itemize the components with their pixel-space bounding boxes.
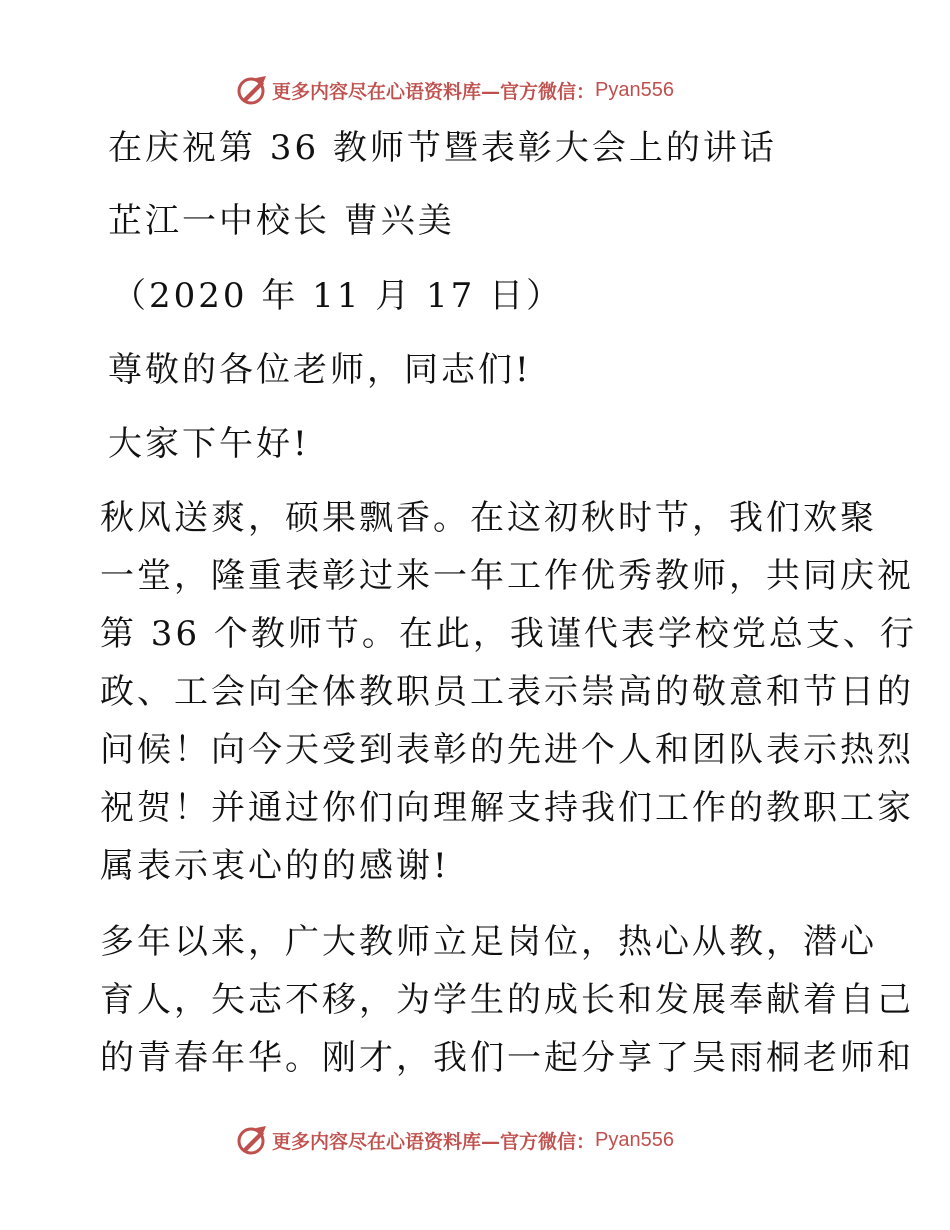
paragraph-line: 育人，矢志不移，为学生的成长和发展奉献着自己 — [100, 980, 914, 1020]
watermark-account: Pyan556 — [595, 78, 674, 101]
paragraph-line: 属表示衷心的的感谢! — [100, 846, 450, 886]
greeting: 大家下午好! — [108, 424, 310, 464]
salutation: 尊敬的各位老师，同志们! — [108, 350, 532, 390]
paragraph-line: 政、工会向全体教职员工表示崇高的敬意和节日的 — [100, 672, 914, 712]
watermark-text: 更多内容尽在心语资料库—官方微信： — [272, 1130, 596, 1153]
watermark-account: Pyan556 — [595, 1128, 674, 1151]
paragraph-line: 的青春年华。刚才，我们一起分享了吴雨桐老师和 — [100, 1038, 914, 1078]
watermark-header — [236, 73, 674, 107]
paragraph-line: 秋风送爽，硕果飘香。在这初秋时节，我们欢聚 — [100, 498, 877, 538]
document-title: 在庆祝第 36 教师节暨表彰大会上的讲话 — [108, 128, 777, 168]
paragraph-line: 祝贺！并通过你们向理解支持我们工作的教职工家 — [100, 788, 914, 828]
quill-logo-icon — [236, 1124, 268, 1156]
watermark-text: 更多内容尽在心语资料库—官方微信： — [272, 80, 596, 103]
quill-logo-icon — [236, 74, 268, 106]
author-line: 芷江一中校长 曹兴美 — [108, 201, 455, 241]
watermark-footer — [236, 1123, 674, 1157]
date-line: （2020 年 11 月 17 日） — [112, 276, 564, 316]
paragraph-line: 问候！向今天受到表彰的先进个人和团队表示热烈 — [100, 730, 914, 770]
paragraph-line: 一堂，隆重表彰过来一年工作优秀教师，共同庆祝 — [100, 556, 914, 596]
paragraph-line: 第 36 个教师节。在此，我谨代表学校党总支、行 — [100, 614, 917, 654]
paragraph-line: 多年以来，广大教师立足岗位，热心从教，潜心 — [100, 922, 877, 962]
